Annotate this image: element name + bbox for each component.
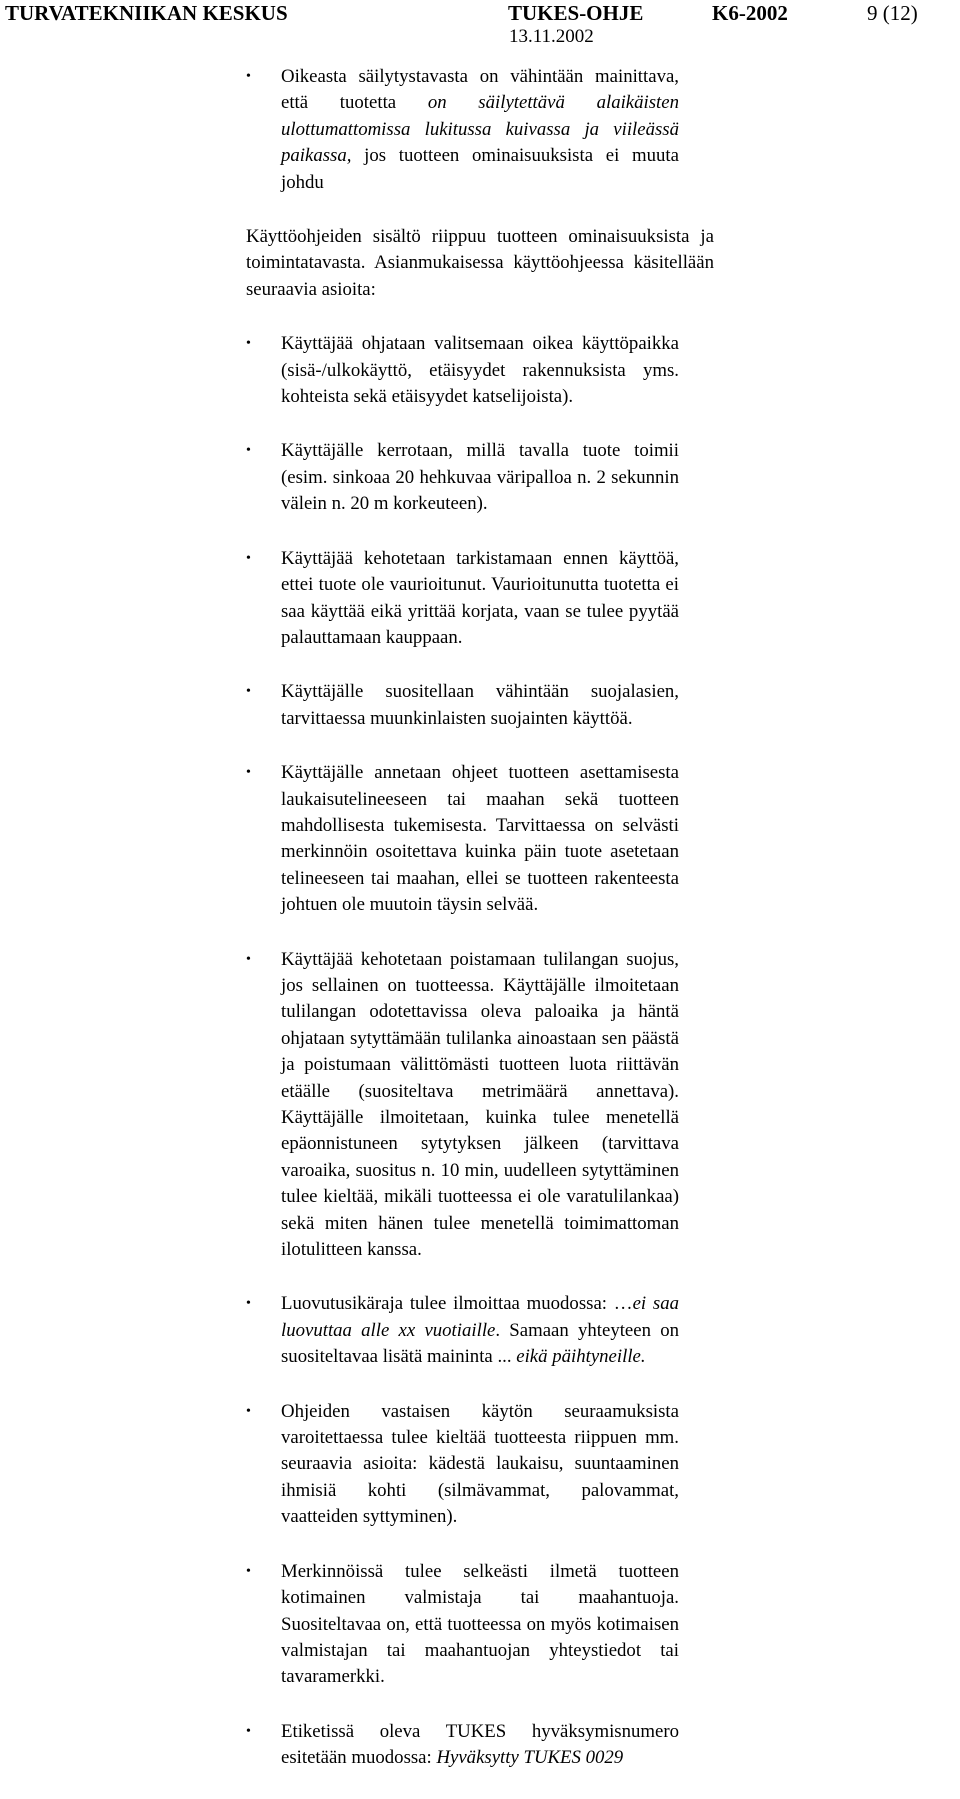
item-text-italic: eikä päihtyneille. (516, 1346, 646, 1368)
bullet-icon: • (246, 443, 251, 459)
item-text: . Samaan yhteyteen on suositeltavaa lisätä maininta ... (281, 1319, 679, 1368)
item-text: Käyttäjälle suositellaan vähintään suojalasien, tarvittaessa muunkinlaisten suojainten käyttöä. (281, 681, 679, 729)
item-text-italic: Hyväksytty TUKES 0029 (436, 1747, 624, 1769)
bullet-icon: • (246, 336, 251, 352)
list-item-age-limit (0, 1291, 679, 1370)
list-item-misuse (0, 1399, 679, 1531)
page-header (0, 0, 960, 50)
header-date: 13.11.2002 (509, 26, 594, 47)
item-text-italic: on säilytettävä alaikäisten ulottumattomissa lukitussa kuivassa ja viileässä paikassa, (281, 92, 679, 167)
bullet-icon: • (246, 951, 251, 967)
item-text: Ohjeiden vastaisen käytön seuraamuksista varoitettaessa tulee kieltää tuotteesta riippuen mm. seuraavia asioita: kädestä laukaisu, suuntaaminen ihmisiä kohti (silmävammat, palovammat, vaatteiden syttyminen). (281, 1400, 679, 1528)
header-organization: TURVATEKNIIKAN KESKUS (5, 1, 288, 25)
list-item-ignition (0, 947, 679, 1264)
item-text-italic: ei saa luovuttaa alle xx vuotiaille (281, 1293, 679, 1341)
item-text: Merkinnöissä tulee selkeästi ilmetä tuotteen kotimainen valmistaja tai maahantuoja. Suositeltavaa on, että tuotteessa on myös kotimaisen valmistajan tai maahantuojan yhteystiedot tai tavaramerkki. (281, 1560, 679, 1688)
document-body (0, 64, 960, 1799)
intro-paragraph: Käyttöohjeiden sisältö riippuu tuotteen ominaisuuksista ja toimintatavasta. Asianmukaisessa käyttöohjeessa käsitellään seuraavia asioita: (246, 226, 714, 300)
list-item-approval (0, 1719, 679, 1772)
item-text: Käyttäjälle annetaan ohjeet tuotteen asettamisesta laukaisutelineeseen tai maahan sekä tuotteen mahdollisesta tukemisesta. Tarvittaessa on selvästi merkinnöin osoitettava kuinka päin tuote asetetaan telineeseen tai maahan, ellei se tuotteen rakenteesta johtuen ole muutoin täysin selvää. (281, 762, 679, 916)
bullet-icon: • (246, 1563, 251, 1579)
item-text: Käyttäjälle kerrotaan, millä tavalla tuote toimii (esim. sinkoaa 20 hehkuvaa väripalloa n. 2 sekunnin välein n. 20 m korkeuteen). (281, 440, 679, 515)
list-item-function (0, 438, 679, 517)
list-item-storage (0, 64, 679, 196)
bullet-icon: • (246, 550, 251, 566)
header-page-number: 9 (12) (867, 1, 918, 25)
bullet-icon: • (246, 765, 251, 781)
list-item-setup (0, 760, 679, 918)
item-text: Etiketissä oleva TUKES hyväksymisnumero esitetään muodossa: (281, 1720, 679, 1769)
bullet-icon: • (246, 684, 251, 700)
list-item-location (0, 331, 679, 410)
header-doc-type: TUKES-OHJE (508, 1, 644, 25)
header-doc-code: K6-2002 (712, 1, 788, 25)
bullet-icon: • (246, 69, 251, 84)
item-text: Käyttäjää kehotetaan tarkistamaan ennen käyttöä, ettei tuote ole vaurioitunut. Vaurioitunutta tuotetta ei saa käyttää eikä yrittää korjata, vaan se tulee pyytää palauttamaan kauppaan. (281, 547, 679, 648)
item-text: jos tuotteen ominaisuuksista ei muuta johdu (281, 145, 679, 193)
item-text: Käyttäjää kehotetaan poistamaan tulilangan suojus, jos sellainen on tuotteessa. Käyttäjälle ilmoitetaan tulilangan odotettavissa oleva paloaika ja häntä ohjataan sytyttämään tulilanka ainoastaan sen päästä ja poistumaan välittömästi tuotteen luota riittävän etäälle (suositeltava metrimäärä annettava). Käyttäjälle ilmoitetaan, kuinka tulee menetellä epäonnistuneen sytytyksen jälkeen (tarvittava varoaika, suositus n. 10 min, uudelleen sytyttäminen tulee kieltää, mikäli tuotteessa ei ole varatulilankaa) sekä miten hänen tulee menetellä toimimattoman ilotulitteen kanssa. (281, 948, 679, 1261)
item-text: Oikeasta säilytystavasta on vähintään mainittava, että tuotetta (281, 66, 679, 114)
bullet-icon: • (246, 1296, 251, 1312)
bullet-icon: • (246, 1723, 251, 1739)
list-item-protection (0, 679, 679, 732)
item-text: Käyttäjää ohjataan valitsemaan oikea käyttöpaikka (sisä-/ulkokäyttö, etäisyydet rakennuksista yms. kohteista sekä etäisyydet katselijoista). (281, 333, 679, 408)
list-item-manufacturer (0, 1559, 679, 1691)
item-text: Luovutusikäraja tulee ilmoittaa muodossa: … (281, 1293, 633, 1315)
bullet-icon: • (246, 1403, 251, 1419)
list-item-inspection (0, 546, 679, 652)
